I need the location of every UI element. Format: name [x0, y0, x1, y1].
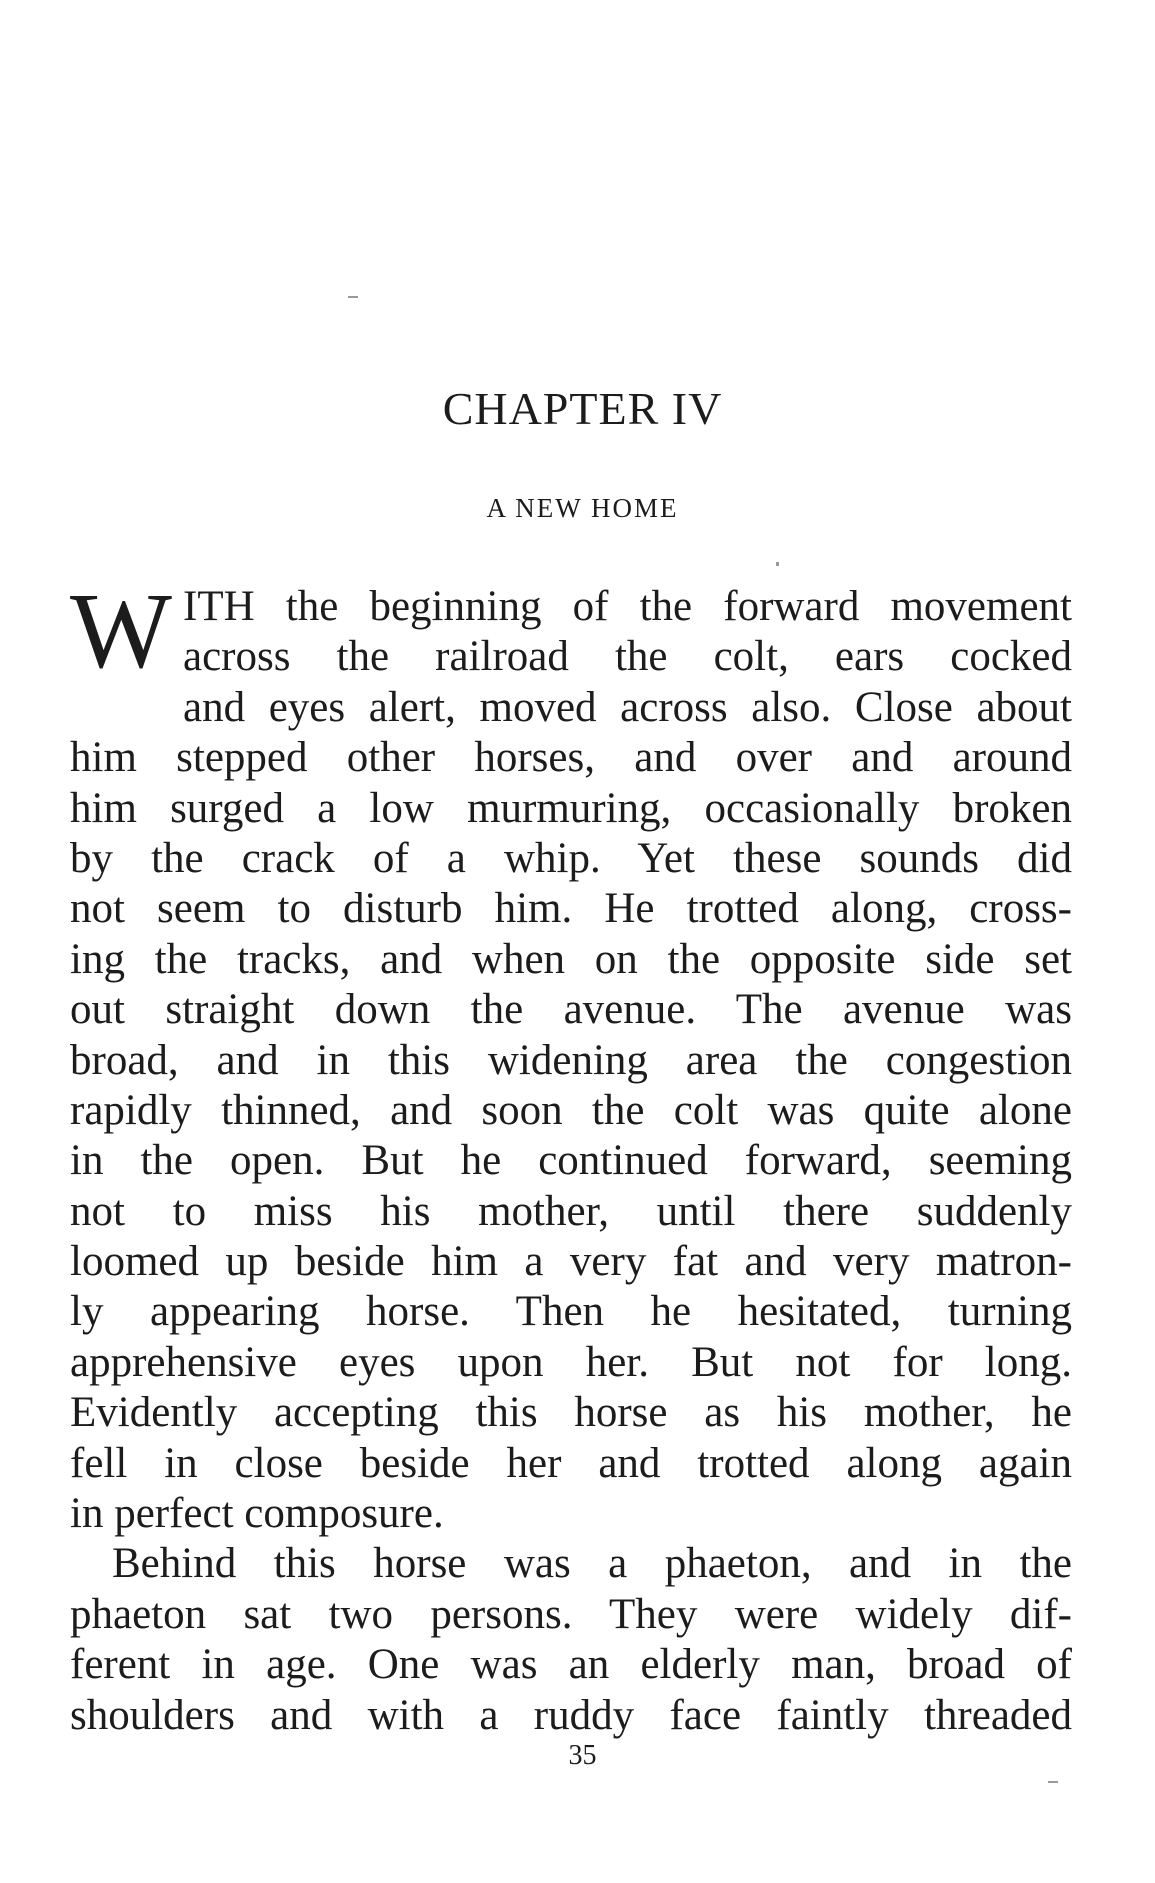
text-line: phaeton sat two persons. They were widely dif- — [70, 1590, 1072, 1638]
text-line: him surged a low murmuring, occasionally broken — [70, 784, 1072, 832]
chapter-subtitle: A NEW HOME — [486, 493, 679, 523]
text-line: in perfect composure. — [70, 1490, 444, 1538]
text-line: Evidently accepting this horse as his mother, he — [70, 1389, 1072, 1437]
paragraph-1 — [70, 572, 1072, 1539]
text-line: ing the tracks, and when on the opposite side set — [70, 935, 1072, 983]
text-line: ferent in age. One was an elderly man, broad of — [70, 1641, 1072, 1689]
text-line: shoulders and with a ruddy face faintly threaded — [70, 1691, 1072, 1739]
paragraph-2 — [70, 1539, 1072, 1741]
text-line: in the open. But he continued forward, seeming — [70, 1137, 1072, 1185]
text-line: across the railroad the colt, ears cocked — [183, 633, 1072, 681]
drop-cap: W — [70, 572, 172, 691]
text-line: apprehensive eyes upon her. But not for long. — [70, 1338, 1072, 1386]
text-line: fell in close beside her and trotted along again — [70, 1439, 1072, 1487]
chapter-title: CHAPTER IV — [442, 383, 723, 434]
print-speck — [1048, 1781, 1058, 1783]
print-speck — [776, 562, 779, 566]
text-line: not to miss his mother, until there suddenly — [70, 1187, 1072, 1235]
text-line: out straight down the avenue. The avenue was — [70, 986, 1072, 1034]
text-line: broad, and in this widening area the congestion — [70, 1036, 1072, 1084]
page-number: 35 — [568, 1740, 597, 1771]
text-line: ITH the beginning of the forward movement — [183, 583, 1072, 630]
text-line: loomed up beside him a very fat and very matron- — [70, 1238, 1072, 1286]
text-line: ly appearing horse. Then he hesitated, turning — [70, 1288, 1072, 1336]
text-line: him stepped other horses, and over and around — [70, 734, 1072, 782]
text-line: by the crack of a whip. Yet these sounds did — [70, 834, 1072, 882]
text-line: Behind this horse was a phaeton, and in the — [112, 1540, 1072, 1588]
text-line: not seem to disturb him. He trotted along, cross- — [70, 885, 1072, 933]
text-line: and eyes alert, moved across also. Close about — [183, 683, 1072, 731]
print-speck — [348, 296, 358, 298]
body-text — [70, 572, 1072, 1741]
text-line: rapidly thinned, and soon the colt was quite alone — [70, 1086, 1072, 1134]
